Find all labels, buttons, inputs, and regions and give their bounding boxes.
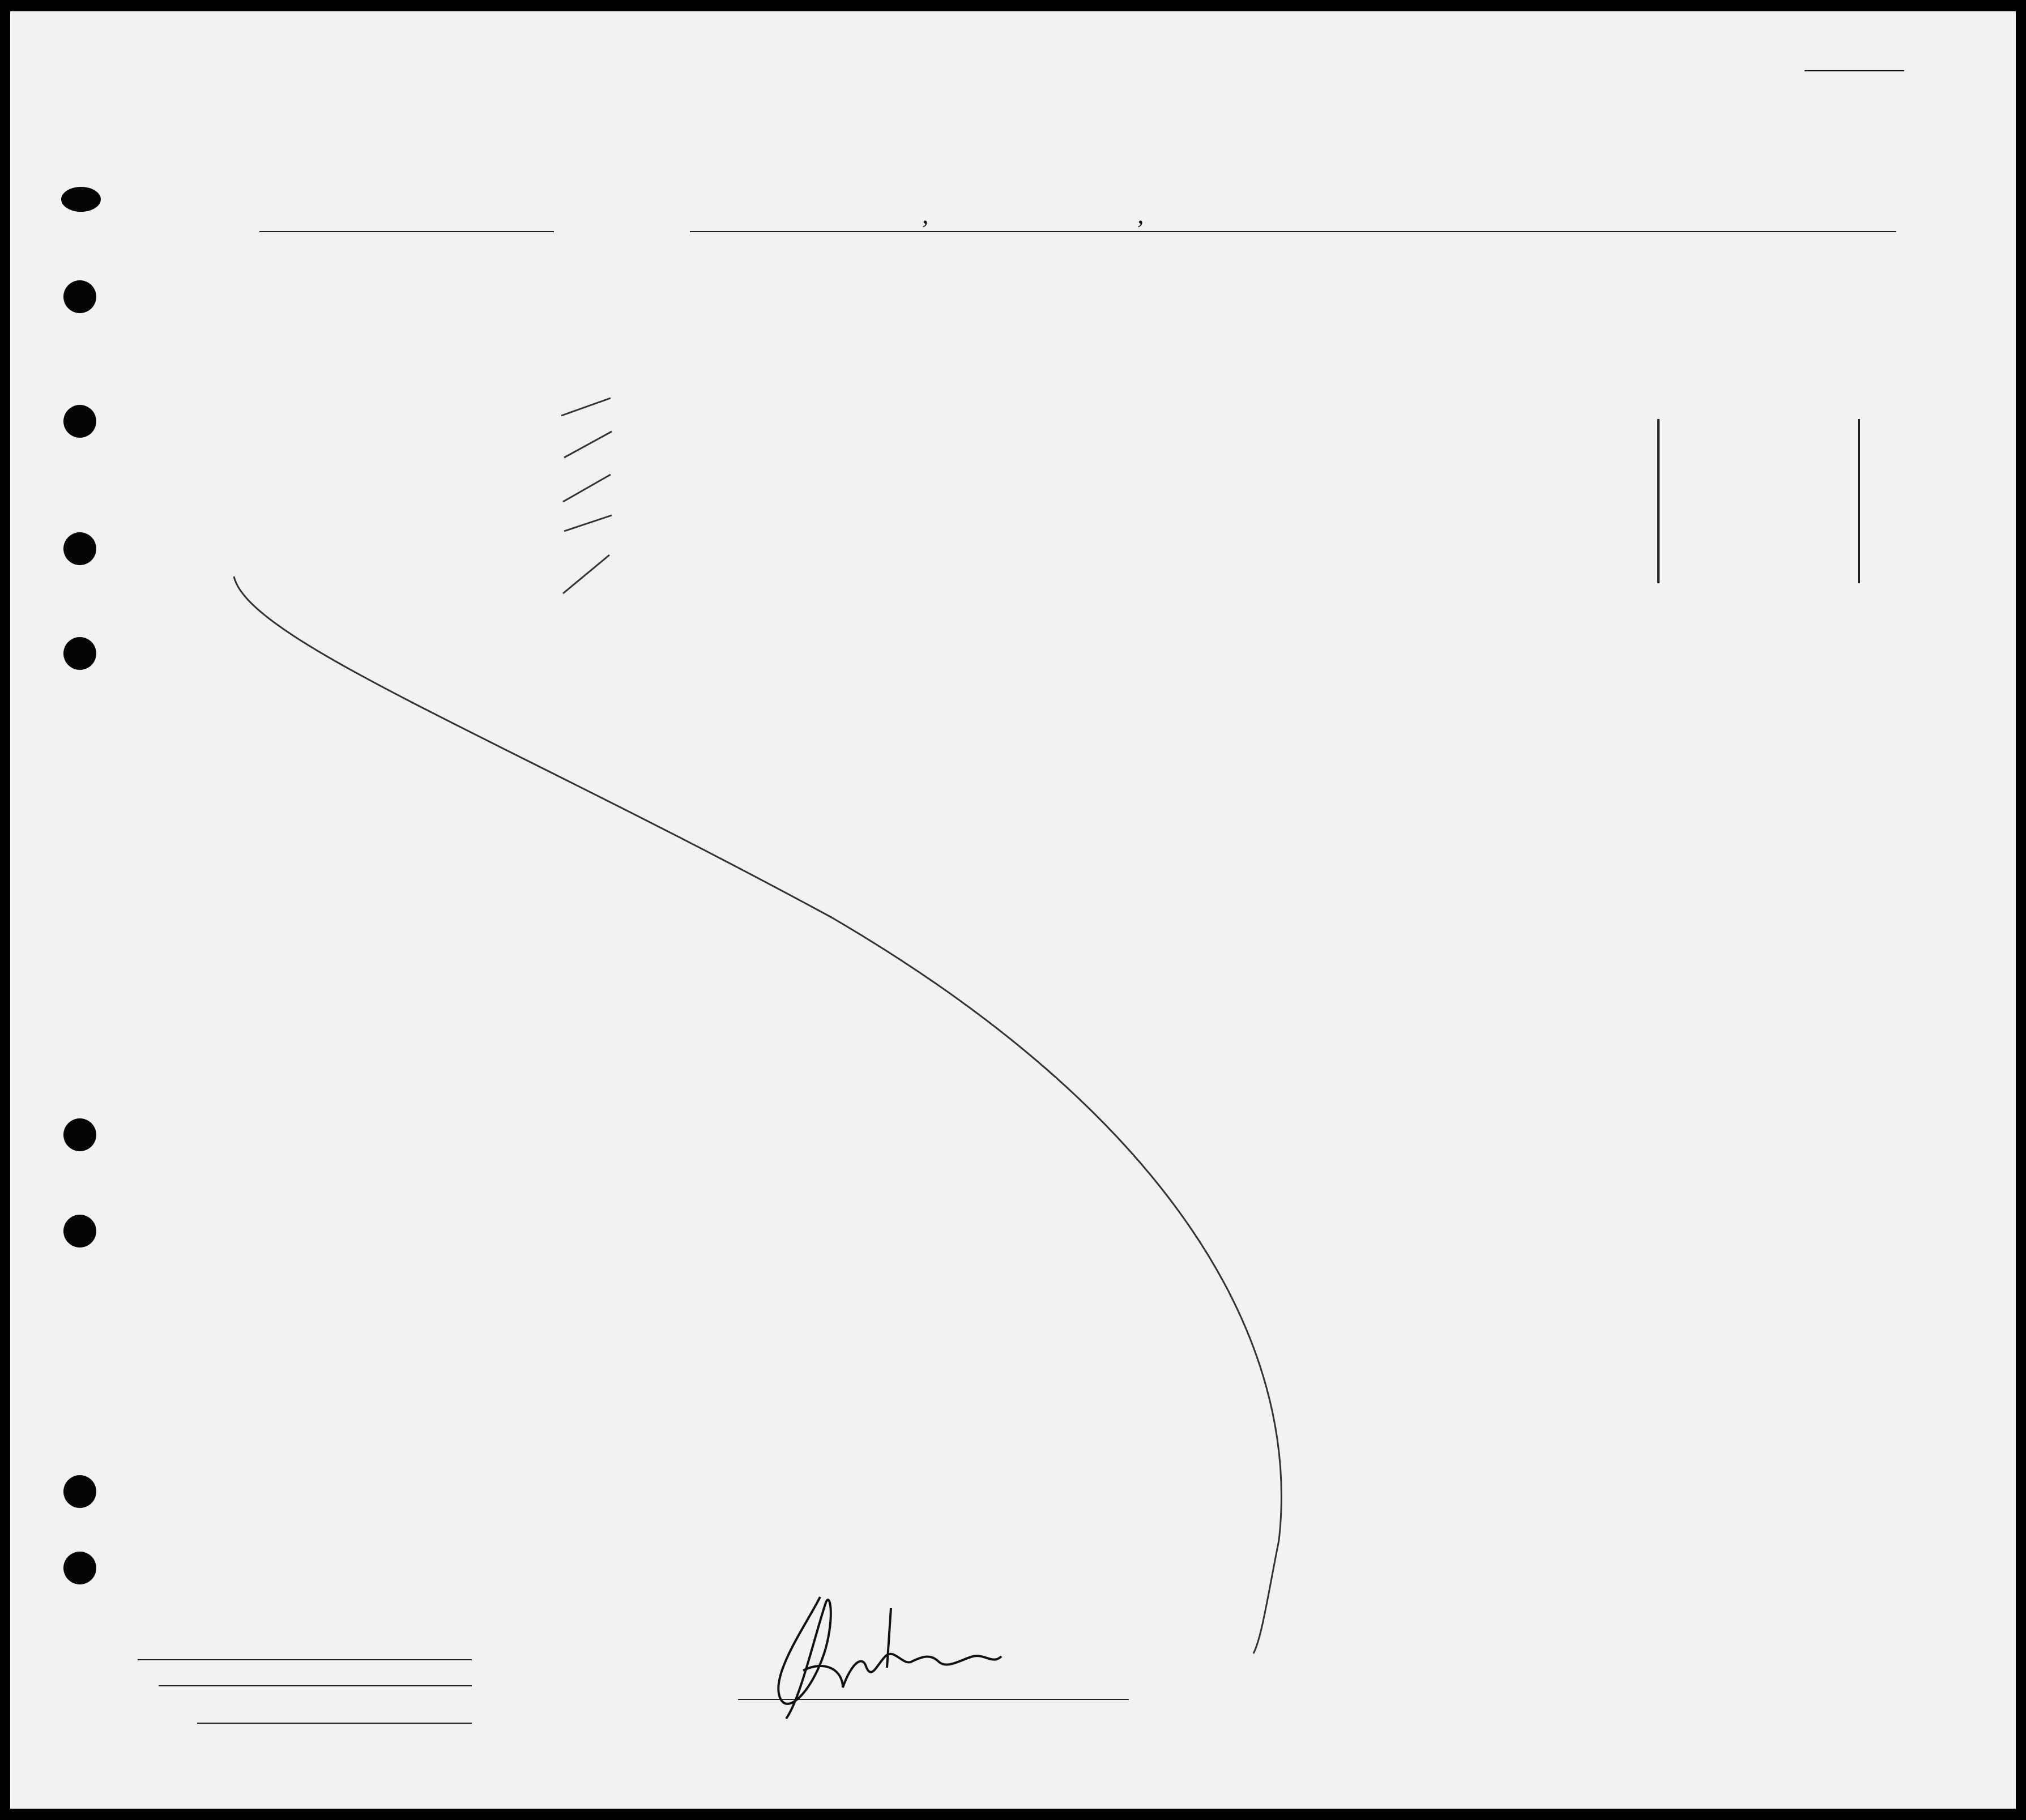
comma: , — [1137, 200, 1144, 229]
service-slashes — [561, 398, 612, 593]
comma: , — [922, 200, 929, 229]
cancellation-curve — [234, 576, 1281, 1654]
manifest-sheet — [10, 11, 2016, 1809]
inspector-signature-icon — [778, 1597, 1001, 1719]
ink-marks — [10, 11, 2016, 1809]
